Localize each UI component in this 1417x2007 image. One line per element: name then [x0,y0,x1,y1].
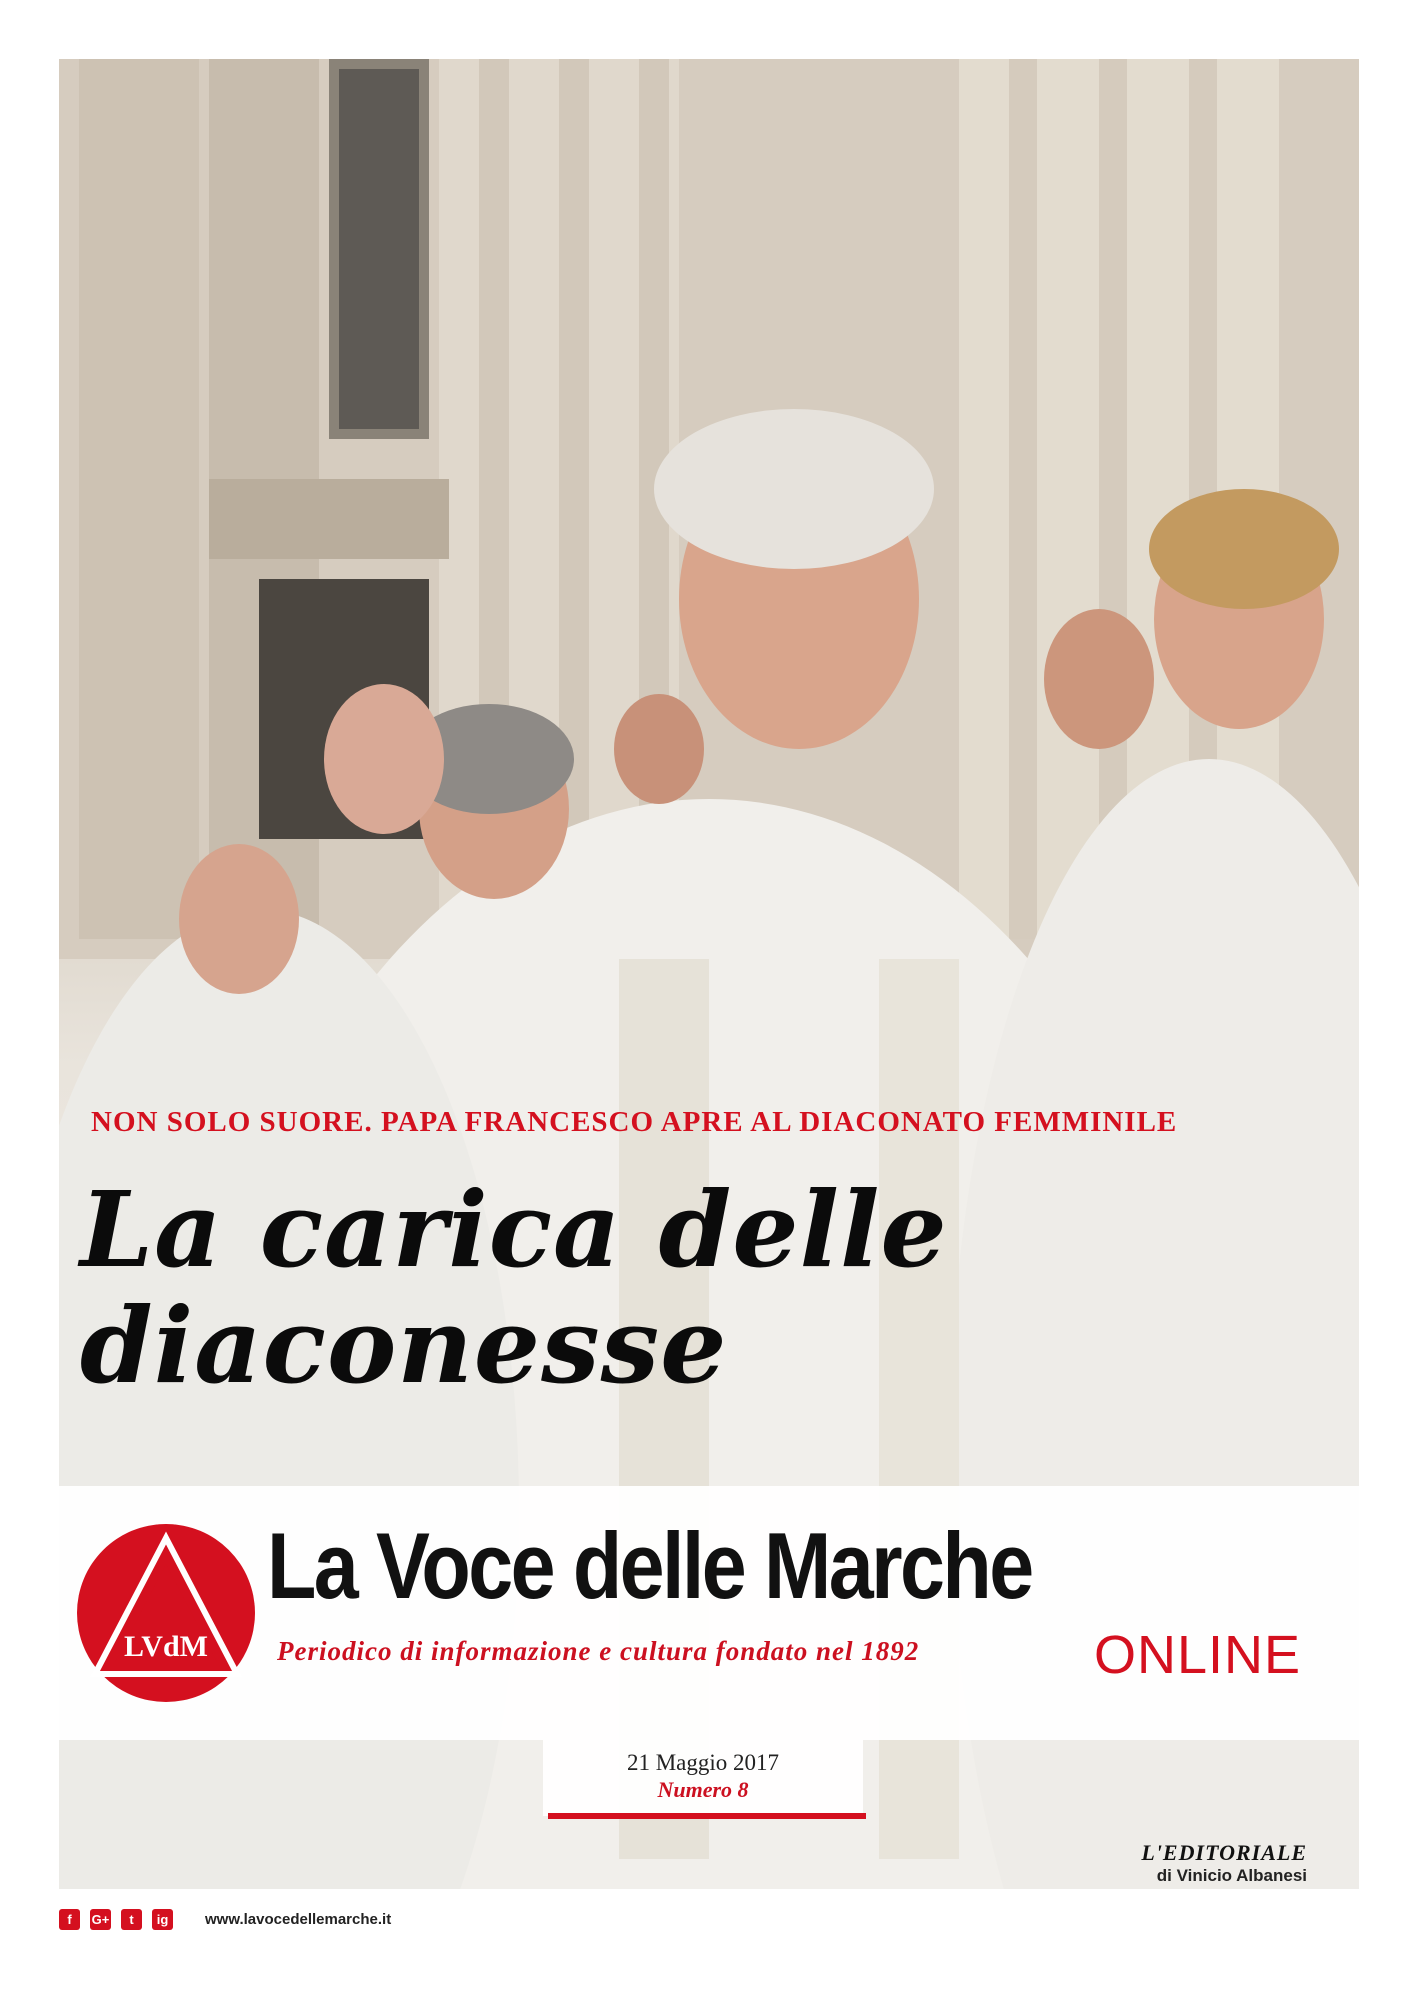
online-label: ONLINE [1094,1625,1302,1685]
issue-box [543,1740,863,1816]
editorial-link[interactable] [1141,1840,1307,1886]
website-link[interactable]: www.lavocedellemarche.it [205,1910,392,1928]
headline-line-2: diaconesse [80,1284,728,1407]
twitter-icon[interactable]: t [121,1909,142,1930]
editorial-title: L'EDITORIALE [1141,1840,1307,1865]
issue-date: 21 Maggio 2017 [626,1750,780,1775]
issue-underline [548,1813,866,1819]
publication-title: La Voce delle Marche [267,1513,1032,1618]
headline-kicker: NON SOLO SUORE. PAPA FRANCESCO APRE AL DIACONATO FEMMINILE [91,1106,1178,1138]
issue-number: Numero 8 [657,1777,749,1802]
headline [80,1168,948,1407]
editorial-author: di Vinicio Albanesi [1156,1866,1307,1885]
headline-line-1: La carica delle [80,1168,948,1291]
instagram-icon[interactable]: ig [152,1909,173,1930]
google-plus-icon[interactable]: G+ [90,1909,111,1930]
footer [59,1907,391,1931]
publication-logo [77,1524,255,1702]
publication-tagline: Periodico di informazione e cultura fondato nel 1892 [277,1636,920,1666]
masthead [59,1486,1359,1740]
logo-text: LVdM [124,1630,208,1663]
facebook-icon[interactable]: f [59,1909,80,1930]
